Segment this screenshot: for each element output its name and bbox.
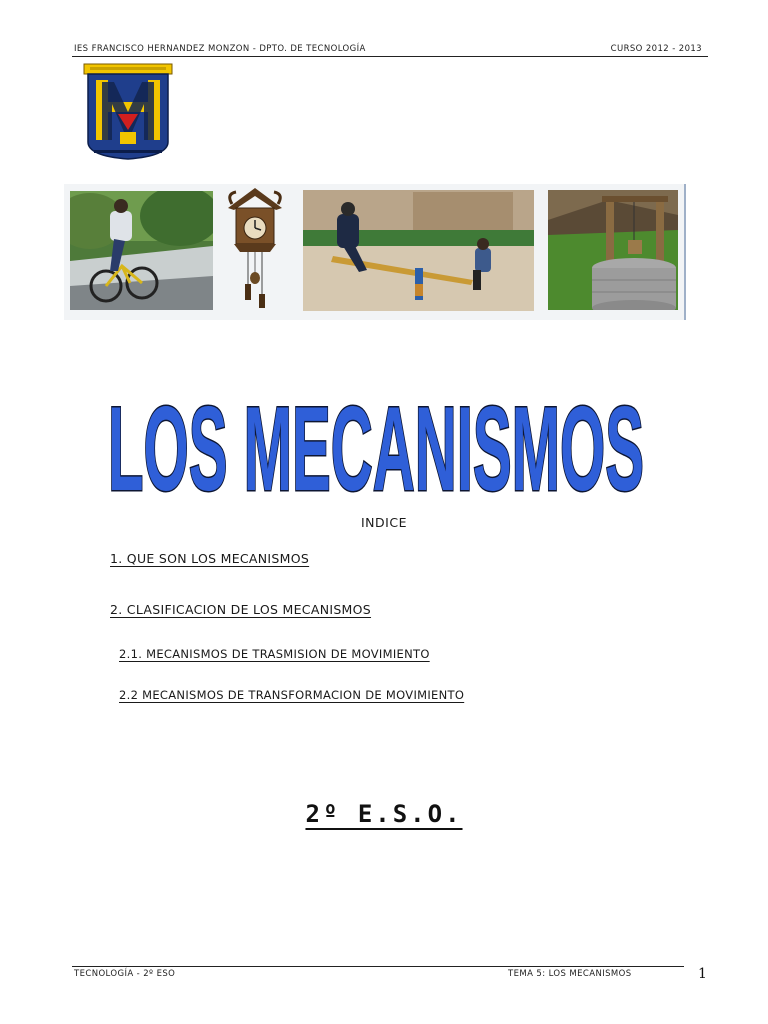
index-item-1[interactable]: 1. QUE SON LOS MECANISMOS	[110, 551, 310, 566]
index-item-2[interactable]: 2. CLASIFICACION DE LOS MECANISMOS	[110, 602, 372, 617]
index-heading: INDICE	[361, 515, 407, 530]
grade-label-text: 2º E.S.O.	[305, 800, 463, 828]
seesaw-photo	[303, 190, 534, 311]
index-item-2-2[interactable]: 2.2 MECANISMOS DE TRANSFORMACION DE MOVIMIENTO	[119, 688, 465, 702]
index-item-2-1[interactable]: 2.1. MECANISMOS DE TRASMISION DE MOVIMIENTO	[119, 647, 430, 661]
school-crest-logo	[82, 62, 174, 162]
grade-label	[0, 800, 768, 828]
document-title	[96, 352, 656, 504]
bicycle-photo	[70, 191, 213, 310]
header-course-year: CURSO 2012 - 2013	[610, 44, 702, 54]
photo-strip	[64, 184, 686, 320]
well-pulley-photo	[548, 190, 678, 310]
page-number: 1	[698, 966, 707, 982]
cuckoo-clock-photo	[224, 186, 286, 312]
header-school-name: IES FRANCISCO HERNANDEZ MONZON - DPTO. DE TECNOLOGÍA	[74, 44, 366, 54]
document-title-text: LOS MECANISMOS	[108, 382, 644, 504]
header-rule	[72, 56, 708, 57]
footer-subject: TECNOLOGÍA - 2º ESO	[74, 969, 176, 979]
footer-rule	[72, 966, 684, 967]
footer-topic: TEMA 5: LOS MECANISMOS	[508, 969, 632, 979]
